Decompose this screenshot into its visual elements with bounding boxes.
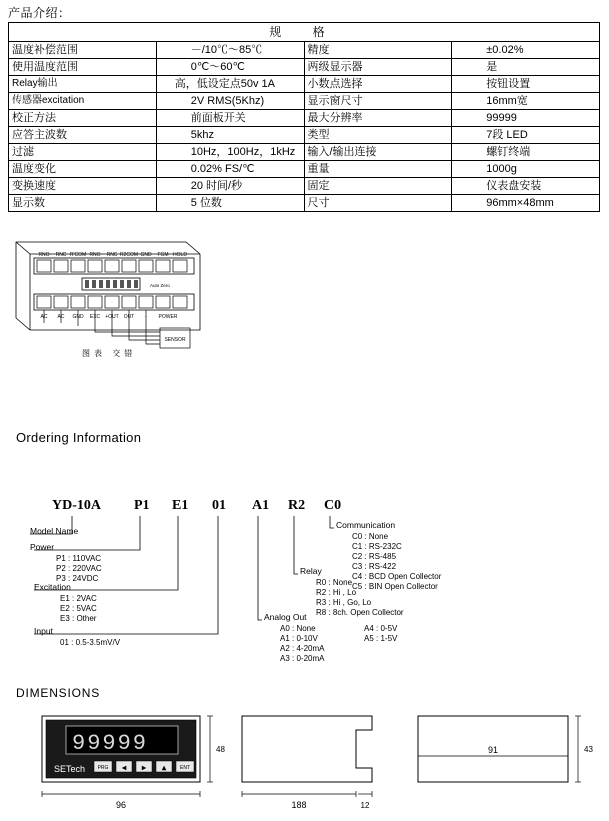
legend-power-item: P3 : 24VDC bbox=[56, 574, 99, 583]
legend-power-item: P2 : 220VAC bbox=[56, 564, 102, 573]
order-code-power: P1 bbox=[134, 498, 150, 513]
legend-analog-head: Analog Out bbox=[264, 612, 307, 622]
spec-label2: 小数点选择 bbox=[304, 76, 452, 93]
wiring-diagram bbox=[10, 228, 225, 358]
spec-value: 2V RMS(5Khz) bbox=[156, 93, 304, 110]
spec-value2: 7段 LED bbox=[452, 127, 600, 144]
table-row bbox=[9, 76, 600, 93]
spec-label2: 固定 bbox=[304, 178, 452, 195]
legend-relay-item: R2 : Hi , Lo bbox=[316, 588, 357, 597]
spec-value2: 16mm宽 bbox=[452, 93, 600, 110]
button-right-arrow-icon[interactable]: ▶ bbox=[141, 764, 147, 772]
spec-label2: 重量 bbox=[304, 161, 452, 178]
terminal-label: RNO bbox=[38, 252, 50, 258]
legend-comm-item: C1 : RS-232C bbox=[352, 542, 402, 551]
legend-input-head: Input bbox=[34, 626, 53, 636]
dimensions-section-title: DIMENSIONS bbox=[16, 686, 101, 700]
legend-power-head: Power bbox=[30, 542, 55, 552]
spec-label2: 最大分辨率 bbox=[304, 110, 452, 127]
spec-value: 20 时间/秒 bbox=[156, 178, 304, 195]
spec-value2: 99999 bbox=[452, 110, 600, 127]
spec-value2: 96mm×48mm bbox=[452, 195, 600, 212]
front-height-label: 48 bbox=[216, 745, 225, 754]
legend-comm-item: C2 : RS-485 bbox=[352, 552, 397, 561]
legend-analog-item2: A5 : 1-5V bbox=[364, 634, 398, 643]
dimensions-drawings bbox=[20, 708, 595, 816]
table-row bbox=[9, 144, 600, 161]
sensor-label: SENSOR bbox=[164, 337, 186, 343]
terminal-label: GND bbox=[72, 314, 84, 320]
side-length-label: 188 bbox=[291, 800, 307, 810]
order-code-excitation: E1 bbox=[172, 498, 189, 513]
legend-excitation-item: E2 : 5VAC bbox=[60, 604, 97, 613]
table-row bbox=[9, 161, 600, 178]
spec-label: 温度变化 bbox=[9, 161, 157, 178]
button-up-arrow-icon[interactable]: ▲ bbox=[161, 764, 167, 772]
legend-analog-item: A0 : None bbox=[280, 624, 316, 633]
spec-label2: 输入/输出连接 bbox=[304, 144, 452, 161]
spec-value: 高，低设定点50v 1A bbox=[156, 76, 304, 93]
auto-zero-note: Auto Zero bbox=[150, 283, 170, 288]
legend-comm-item: C0 : None bbox=[352, 532, 389, 541]
spec-table-body bbox=[9, 23, 600, 212]
legend-excitation-head: Excitation bbox=[34, 582, 71, 592]
spec-header-row bbox=[9, 23, 600, 42]
table-row bbox=[9, 178, 600, 195]
side-depth-label: 12 bbox=[360, 801, 370, 810]
spec-value2: 是 bbox=[452, 59, 600, 76]
spec-label: Relay输出 bbox=[9, 76, 157, 93]
legend-power-item: P1 : 110VAC bbox=[56, 554, 102, 563]
spec-value2: ±0.02% bbox=[452, 42, 600, 59]
terminal-label: AC bbox=[40, 314, 48, 320]
intro-title: 产品介绍： bbox=[8, 6, 71, 20]
terminal-label: RNC bbox=[55, 252, 67, 258]
order-code-model: YD-10A bbox=[52, 498, 101, 513]
spec-value2: 螺钉终端 bbox=[452, 144, 600, 161]
button-prg[interactable]: PRG bbox=[97, 765, 109, 771]
brand-label: SETech bbox=[54, 764, 86, 774]
spec-value: 0℃～60℃ bbox=[156, 59, 304, 76]
legend-input-item: 01 : 0.5-3.5mV/V bbox=[60, 638, 121, 647]
terminal-label: GND bbox=[140, 252, 152, 258]
spec-value: －/10℃～85℃ bbox=[156, 42, 304, 59]
terminal-label: R2COM bbox=[119, 252, 139, 258]
spec-value2: 仪表盘安装 bbox=[452, 178, 600, 195]
order-code-analog: A1 bbox=[252, 498, 270, 513]
button-ent[interactable]: ENT bbox=[180, 765, 190, 771]
terminal-label: POWER bbox=[158, 314, 178, 320]
legend-excitation-item: E1 : 2VAC bbox=[60, 594, 97, 603]
order-code-input: 01 bbox=[212, 498, 226, 513]
legend-comm-item: C4 : BCD Open Collector bbox=[352, 572, 442, 581]
spec-value2: 按钮设置 bbox=[452, 76, 600, 93]
legend-excitation-item: E3 : Other bbox=[60, 614, 97, 623]
spec-value: 前面板开关 bbox=[156, 110, 304, 127]
spec-label2: 尺寸 bbox=[304, 195, 452, 212]
spec-label2: 显示窗尺寸 bbox=[304, 93, 452, 110]
terminal-label: R'COM bbox=[69, 252, 87, 258]
table-row bbox=[9, 195, 600, 212]
spec-label: 显示数 bbox=[9, 195, 157, 212]
led-display-value: 99999 bbox=[72, 731, 149, 756]
spec-label: 变换速度 bbox=[9, 178, 157, 195]
spec-value: 5 位数 bbox=[156, 195, 304, 212]
specification-table bbox=[8, 22, 600, 212]
wiring-caption: 图表 交错 bbox=[82, 349, 137, 358]
terminal-label: FGM bbox=[157, 252, 169, 258]
terminal-label: RNO bbox=[89, 252, 101, 258]
legend-comm-item: C5 : BIN Open Collector bbox=[352, 582, 438, 591]
legend-comm-head: Communication bbox=[336, 520, 396, 530]
terminal-label: AC bbox=[57, 314, 65, 320]
spec-header-cell: 规 格 bbox=[9, 23, 600, 42]
spec-value2: 1000g bbox=[452, 161, 600, 178]
legend-analog-item: A1 : 0-10V bbox=[280, 634, 318, 643]
ordering-diagram bbox=[12, 462, 532, 677]
order-code-relay: R2 bbox=[288, 498, 306, 513]
spec-label2: 精度 bbox=[304, 42, 452, 59]
legend-analog-item2: A4 : 0-5V bbox=[364, 624, 398, 633]
legend-relay-head: Relay bbox=[300, 566, 322, 576]
terminal-label: EXC bbox=[89, 314, 101, 320]
spec-value: 5khz bbox=[156, 127, 304, 144]
spec-label: 过滤 bbox=[9, 144, 157, 161]
spec-label: 温度补偿范围 bbox=[9, 42, 157, 59]
terminal-label: OUT bbox=[123, 314, 135, 320]
legend-comm-item: C3 : RS-422 bbox=[352, 562, 397, 571]
legend-analog-item: A2 : 4-20mA bbox=[280, 644, 325, 653]
legend-relay-item: R0 : None bbox=[316, 578, 353, 587]
spec-label: 使用温度范围 bbox=[9, 59, 157, 76]
legend-analog-item: A3 : 0-20mA bbox=[280, 654, 325, 663]
spec-label: 校正方法 bbox=[9, 110, 157, 127]
legend-relay-item: R3 : Hi , Go, Lo bbox=[316, 598, 372, 607]
front-width-label: 96 bbox=[115, 800, 127, 810]
cutout-height-label: 43 bbox=[584, 745, 593, 754]
terminal-label: RNC bbox=[106, 252, 118, 258]
spec-label: 传感器excitation bbox=[9, 93, 157, 110]
spec-label: 应答主波数 bbox=[9, 127, 157, 144]
table-row bbox=[9, 110, 600, 127]
terminal-label: - bbox=[145, 314, 147, 320]
legend-model-name: Model Name bbox=[30, 526, 79, 536]
spec-value: 0.02% FS/℃ bbox=[156, 161, 304, 178]
table-row bbox=[9, 93, 600, 110]
order-code-comm: C0 bbox=[324, 498, 342, 513]
terminal-label: HOLD bbox=[173, 252, 187, 258]
spec-label2: 两级显示器 bbox=[304, 59, 452, 76]
spec-value: 10Hz，100Hz，1kHz bbox=[156, 144, 304, 161]
table-row bbox=[9, 127, 600, 144]
table-row bbox=[9, 42, 600, 59]
cutout-width-label: 91 bbox=[487, 745, 499, 755]
ordering-section-title: Ordering Information bbox=[16, 430, 142, 445]
legend-relay-item: R8 : 8ch. Open Collector bbox=[316, 608, 404, 617]
terminal-label: +OUT bbox=[105, 314, 119, 320]
button-left-arrow-icon[interactable]: ◀ bbox=[121, 764, 127, 772]
table-row bbox=[9, 59, 600, 76]
spec-label2: 类型 bbox=[304, 127, 452, 144]
